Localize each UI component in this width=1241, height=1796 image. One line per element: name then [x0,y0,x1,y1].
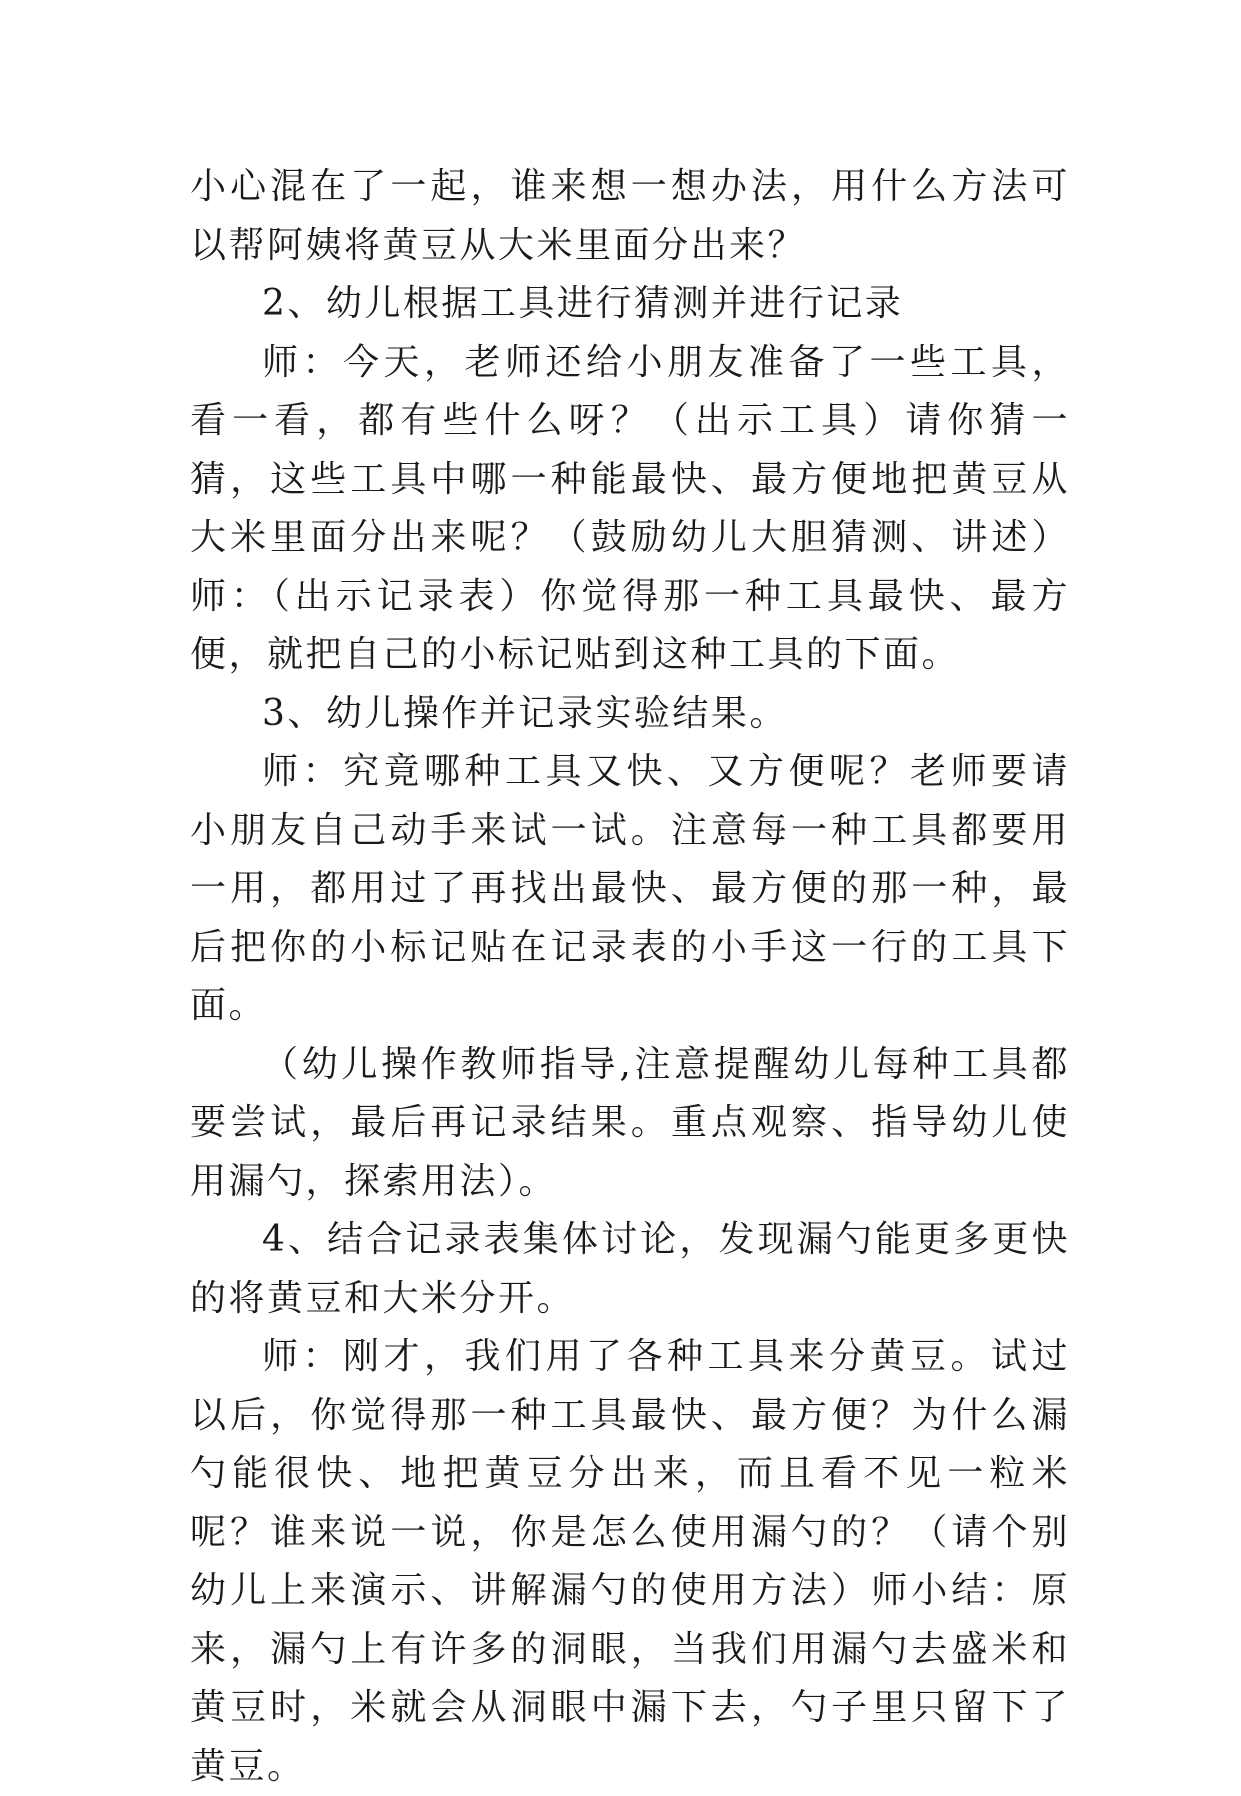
paragraph-5: 师：究竟哪种工具又快、又方便呢？老师要请小朋友自己动手来试一试。注意每一种工具都要用一用，都用过了再找出最快、最方便的那一种，最后把你的小标记贴在记录表的小手这一行的工具下面。 [190,751,1070,1026]
paragraph-4-heading: 3、幼儿操作并记录实验结果。 [262,692,788,734]
paragraph-7-heading: 4、结合记录表集体讨论，发现漏勺能更多更快的将黄豆和大米分开。 [190,1219,1070,1319]
paragraph-3: 师：今天，老师还给小朋友准备了一些工具，看一看，都有些什么呀？（出示工具）请你猜一猜，这些工具中哪一种能最快、最方便地把黄豆从大米里面分出来呢？（鼓励幼儿大胆猜测、讲述）师：（出示记录表）你觉得那一种工具最快、最方便，就把自己的小标记贴到这种工具的下面。 [190,341,1070,675]
paragraph-2-heading: 2、幼儿根据工具进行猜测并进行记录 [262,283,904,324]
document-body [190,158,1070,1796]
paragraph-6: （幼儿操作教师指导,注意提醒幼儿每种工具都要尝试，最后再记录结果。重点观察、指导幼儿使用漏勺，探索用法）。 [190,1043,1070,1202]
paragraph-8: 师：刚才，我们用了各种工具来分黄豆。试过以后，你觉得那一种工具最快、最方便？为什么漏勺能很快、地把黄豆分出来，而且看不见一粒米呢？谁来说一说，你是怎么使用漏勺的？（请个别幼儿上来演示、讲解漏勺的使用方法）师小结：原来，漏勺上有许多的洞眼，当我们用漏勺去盛米和黄豆时，米就会从洞眼中漏下去，勺子里只留下了黄豆。 [190,1336,1070,1787]
paragraph-1: 小心混在了一起，谁来想一想办法，用什么方法可以帮阿姨将黄豆从大米里面分出来？ [190,166,1070,266]
